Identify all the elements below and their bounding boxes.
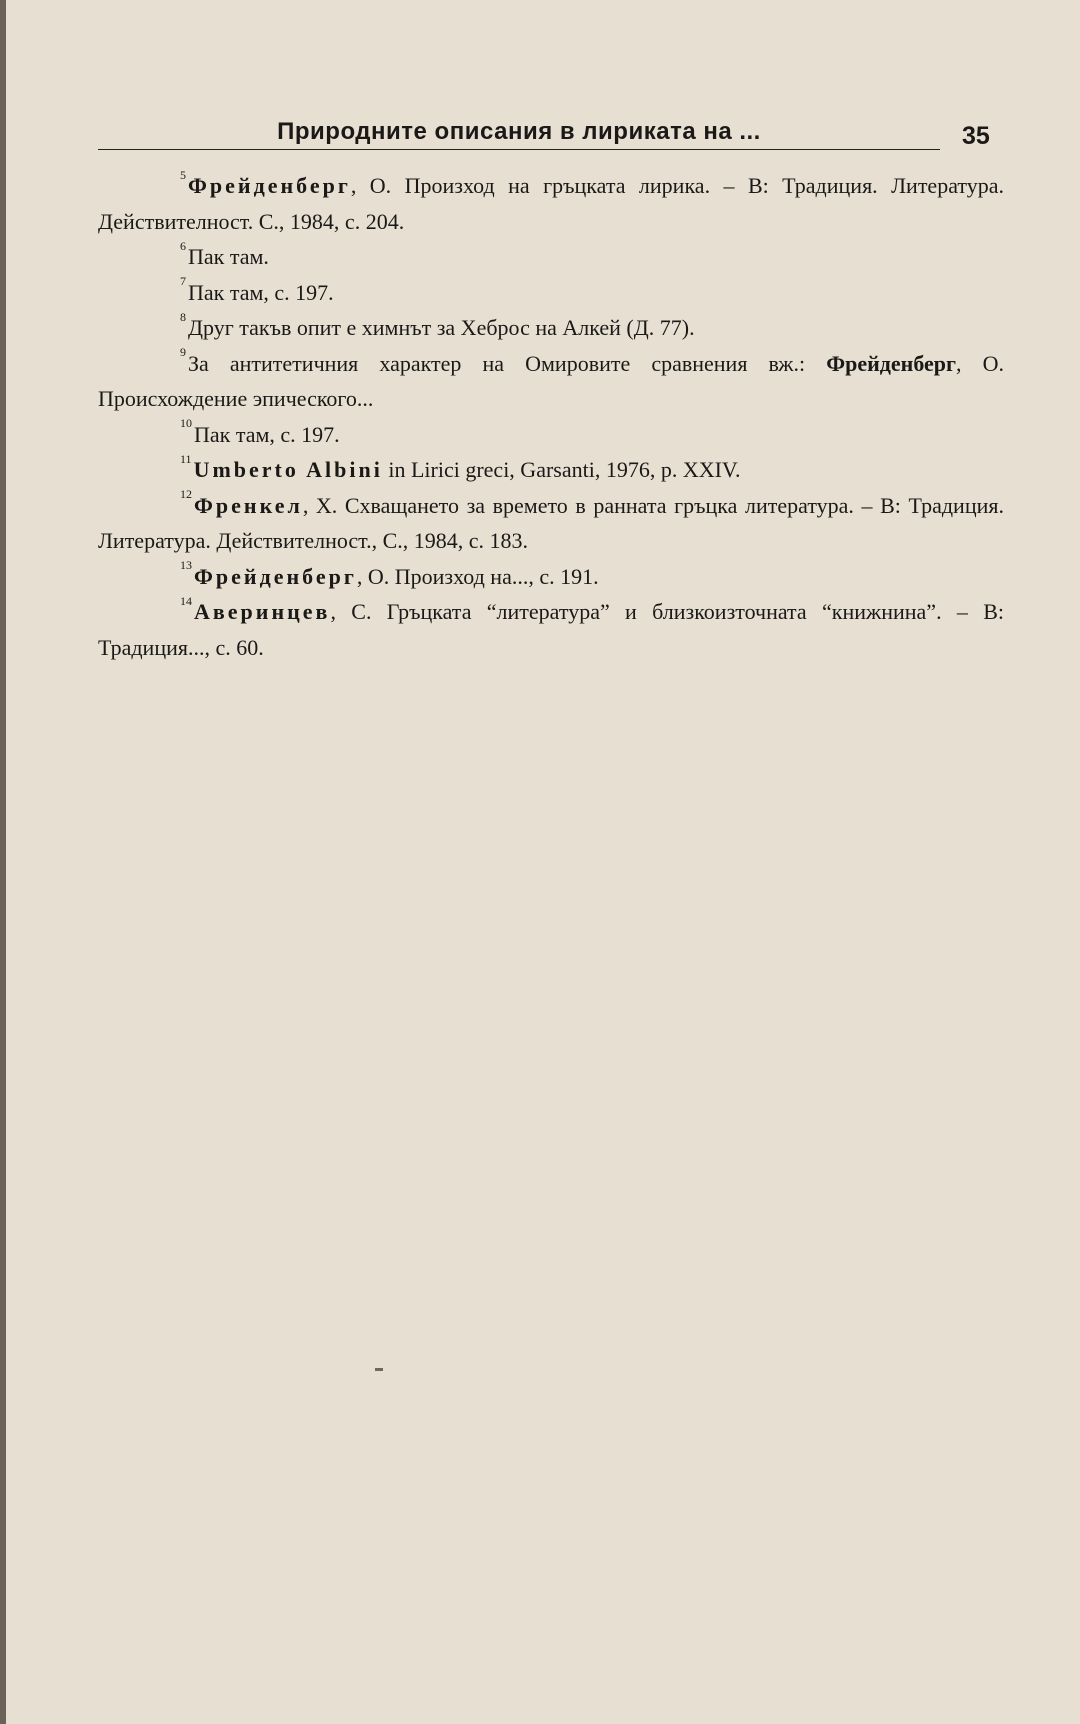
footnote-number: 6 <box>180 238 186 253</box>
print-speck <box>375 1368 383 1371</box>
footnote-text: Пак там, с. 197. <box>194 421 340 447</box>
footnote-text: Пак там, с. 197. <box>188 279 334 305</box>
footnote-14 <box>98 594 1004 665</box>
running-title: Природните описания в лириката на ... <box>277 118 761 145</box>
footnote-6 <box>98 239 1004 275</box>
footnotes <box>98 168 1004 665</box>
header-rule <box>98 149 940 150</box>
footnote-number: 10 <box>180 416 192 431</box>
footnote-number: 7 <box>180 274 186 289</box>
footnote-13 <box>98 559 1004 595</box>
footnote-5 <box>98 168 1004 239</box>
footnote-text: , Х. Схващането за времето в ранната гръцка литература. – В: Традиция. Литература. Действителност., С., 1984, с. 183. <box>98 492 1004 553</box>
footnote-number: 9 <box>180 345 186 360</box>
footnote-text: , С. Гръцката “литература” и близкоизточната “книжнина”. – В: Традиция..., с. 60. <box>98 599 1004 660</box>
footnote-text: , О. Произход на гръцката лирика. – В: Традиция. Литература. Действителност. С., 1984, с. 204. <box>98 173 1004 234</box>
page-number: 35 <box>962 122 990 150</box>
footnote-text: Пак там. <box>188 244 269 269</box>
footnote-number: 8 <box>180 309 186 324</box>
footnote-text: Друг такъв опит е химнът за Хеброс на Алкей (Д. 77). <box>188 315 695 340</box>
footnote-11 <box>98 452 1004 488</box>
book-spine-edge <box>0 0 6 1724</box>
footnote-author: Аверинцев <box>194 599 331 624</box>
footnote-text: in Lirici greci, Garsanti, 1976, p. XXIV. <box>382 457 741 482</box>
footnote-10 <box>98 417 1004 453</box>
footnote-12 <box>98 488 1004 559</box>
footnote-number: 11 <box>180 451 192 466</box>
footnote-8 <box>98 310 1004 346</box>
footnote-9 <box>98 346 1004 417</box>
footnote-author: Френкел <box>194 492 303 518</box>
footnote-text: , О. Происхождение эпического... <box>98 350 1005 411</box>
footnote-number: 14 <box>180 593 192 608</box>
footnote-7 <box>98 275 1004 311</box>
running-header <box>98 112 998 152</box>
footnote-number: 12 <box>180 487 192 502</box>
footnote-number: 5 <box>180 167 186 182</box>
footnote-text: , О. Произход на..., с. 191. <box>356 563 599 589</box>
footnote-number: 13 <box>180 558 192 573</box>
footnote-author: Umberto Albini <box>193 457 383 482</box>
footnote-author: Фрейденберг <box>826 350 957 376</box>
footnote-text: За антитетичния характер на Омировите сравнения вж.: <box>188 350 827 376</box>
footnote-author: Фрейденберг <box>194 563 357 589</box>
footnote-author: Фрейденберг <box>188 173 351 198</box>
